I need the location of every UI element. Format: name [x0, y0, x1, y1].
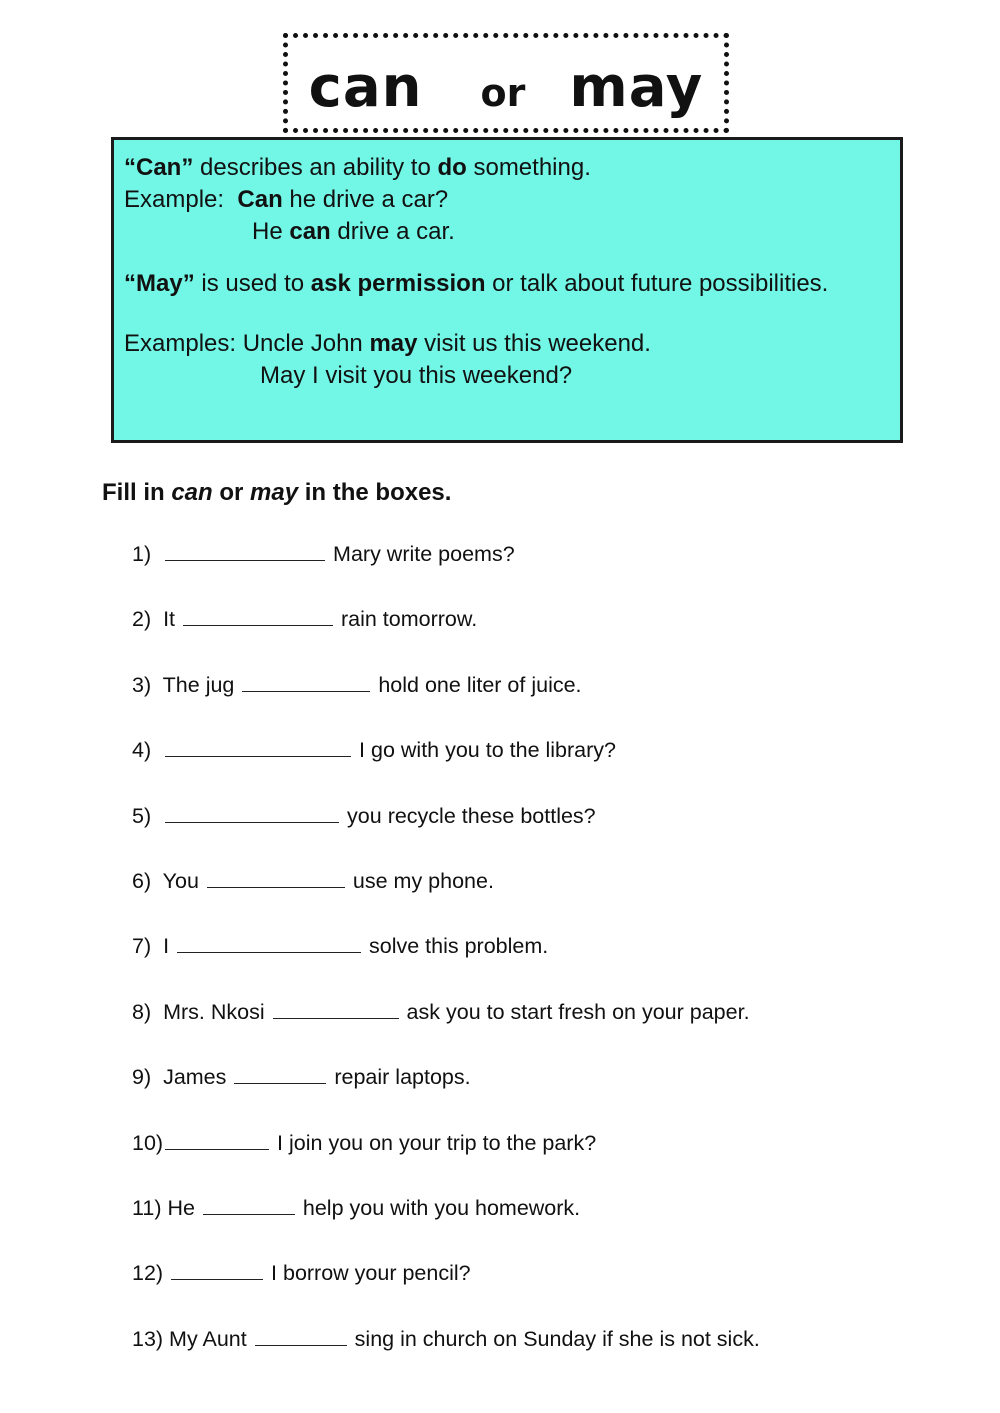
answer-blank[interactable] [165, 734, 351, 757]
question-suffix: Mary write poems? [327, 542, 515, 566]
can-definition [124, 152, 890, 184]
question-suffix: I borrow your pencil? [265, 1261, 471, 1286]
question-prefix: 1) [132, 542, 164, 566]
question-suffix: solve this problem. [363, 934, 549, 959]
can-example-1 [124, 184, 890, 216]
question-item [132, 669, 760, 734]
examples-1-text: visit us this weekend. [417, 330, 651, 357]
question-list [132, 538, 760, 1388]
question-item [132, 1127, 760, 1192]
may-example-1 [124, 328, 890, 360]
question-item [132, 1257, 760, 1322]
may-term: “May” [124, 270, 195, 297]
question-item [132, 603, 760, 668]
question-prefix: 6) You [132, 868, 205, 893]
can-example-2 [124, 216, 890, 248]
question-item [132, 930, 760, 995]
example-2-start: He [252, 218, 290, 245]
instructions-or: or [212, 479, 251, 506]
question-suffix: you recycle these bottles? [341, 803, 596, 828]
example-2-text: drive a car. [330, 218, 455, 245]
question-prefix: 5) [132, 803, 164, 828]
answer-blank[interactable] [177, 930, 361, 953]
question-prefix: 7) I [132, 934, 176, 959]
question-prefix: 11) He [132, 1195, 201, 1220]
dotted-border-top [283, 33, 729, 38]
examples-label: Examples: Uncle John [124, 330, 370, 357]
can-desc-bold: do [437, 154, 467, 181]
question-prefix: 13) My Aunt [132, 1326, 253, 1351]
answer-blank[interactable] [165, 800, 339, 823]
question-suffix: ask you to start fresh on your paper. [400, 999, 750, 1024]
title-word-or: or [480, 71, 526, 115]
example-label: Example: [124, 186, 238, 213]
question-prefix: 8) Mrs. Nkosi [132, 999, 271, 1024]
question-suffix: hold one liter of juice. [372, 672, 582, 697]
can-desc-text-end: something. [466, 154, 591, 181]
answer-blank[interactable] [165, 1127, 269, 1150]
may-definition [124, 268, 890, 300]
can-term: “Can” [124, 154, 194, 181]
may-desc-text-end: or talk about future possibilities. [485, 270, 829, 297]
grammar-rule-box [111, 137, 903, 443]
answer-blank[interactable] [171, 1257, 263, 1280]
can-desc-text: describes an ability to [193, 154, 438, 181]
question-prefix: 9) James [132, 1065, 233, 1090]
instructions-text: Fill in [102, 479, 172, 506]
question-item [132, 865, 760, 930]
instructions-text-end: in the boxes. [298, 479, 452, 506]
question-item [132, 1061, 760, 1126]
question-item [132, 1192, 760, 1257]
title-word-may: may [569, 55, 704, 120]
question-item [132, 1323, 760, 1388]
example-2-bold: can [289, 218, 331, 245]
dotted-border-bottom [283, 128, 729, 133]
question-item [132, 996, 760, 1061]
question-prefix: 10) [132, 1130, 164, 1155]
question-prefix: 12) [132, 1261, 170, 1286]
title-box [283, 33, 729, 133]
question-prefix: 2) It [132, 607, 181, 632]
question-suffix: I go with you to the library? [353, 738, 616, 763]
question-item [132, 734, 760, 799]
answer-blank[interactable] [234, 1061, 326, 1084]
instructions-can: can [171, 479, 213, 506]
question-suffix: I join you on your trip to the park? [271, 1130, 597, 1155]
answer-blank[interactable] [183, 603, 333, 626]
question-prefix: 3) The jug [132, 672, 241, 697]
answer-blank[interactable] [255, 1323, 347, 1346]
answer-blank[interactable] [273, 996, 399, 1019]
question-prefix: 4) [132, 738, 164, 763]
examples-1-bold: may [369, 330, 418, 357]
title-word-can: can [308, 55, 423, 120]
question-item [132, 800, 760, 865]
question-suffix: sing in church on Sunday if she is not sick. [348, 1326, 760, 1351]
answer-blank[interactable] [203, 1192, 295, 1215]
example-1-bold: Can [237, 186, 283, 213]
may-example-2: May I visit you this weekend? [260, 362, 573, 389]
may-desc-bold: ask permission [310, 270, 486, 297]
question-suffix: rain tomorrow. [334, 607, 478, 632]
question-suffix: help you with you homework. [296, 1195, 581, 1220]
question-item [132, 538, 760, 603]
answer-blank[interactable] [242, 669, 370, 692]
question-suffix: repair laptops. [328, 1065, 471, 1090]
instructions [102, 479, 451, 507]
answer-blank[interactable] [207, 865, 345, 888]
page-title [283, 55, 729, 120]
answer-blank[interactable] [165, 538, 325, 561]
question-suffix: use my phone. [346, 868, 494, 893]
instructions-may: may [250, 479, 299, 506]
example-1-text: he drive a car? [282, 186, 449, 213]
may-desc-text: is used to [194, 270, 311, 297]
